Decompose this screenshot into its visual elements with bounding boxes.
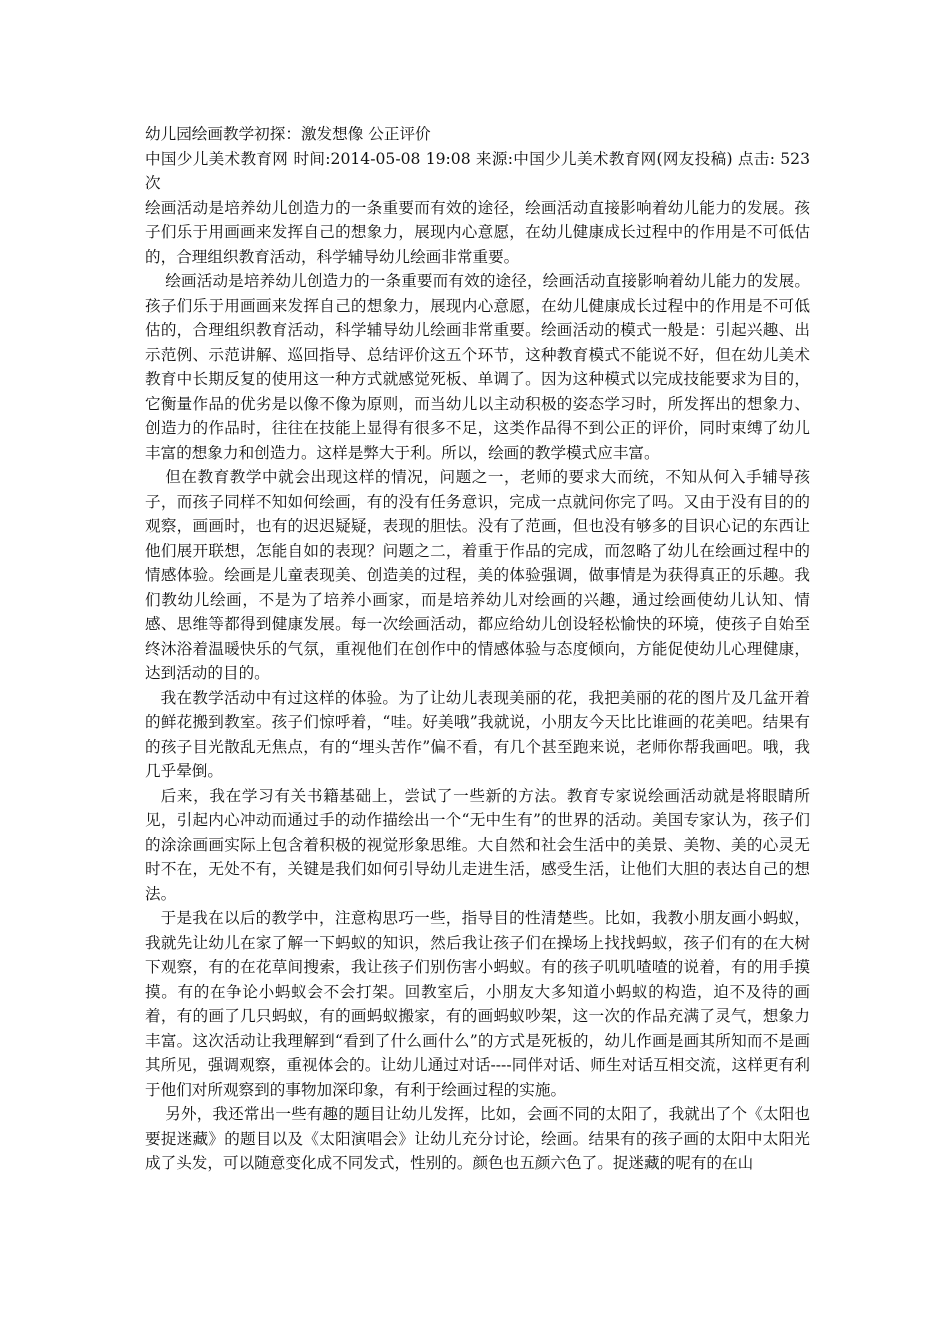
paragraph-teaching-mode: 绘画活动是培养幼儿创造力的一条重要而有效的途径，绘画活动直接影响着幼儿能力的发展。孩子们乐于用画画来发挥自己的想象力，展现内心意愿，在幼儿健康成长过程中的作用是不可低估的，合理组织教育活动，科学辅导幼儿绘画非常重要。绘画活动的模式一般是：引起兴趣、出示范例、示范讲解、巡回指导、总结评价这五个环节，这种教育模式不能说不好，但在幼儿美术教育中长期反复的使用这一种方式就感觉死板、单调了。因为这种模式以完成技能要求为目的，它衡量作品的优劣是以像不像为原则，而当幼儿以主动积极的姿态学习时，所发挥出的想象力、创造力的作品时，往往在技能上显得有很多不足，这类作品得不到公正的评价，同时束缚了幼儿丰富的想象力和创造力。这样是弊大于利。所以，绘画的教学模式应丰富。 — [145, 272, 810, 462]
paragraph-sun-topics: 另外，我还常出一些有趣的题目让幼儿发挥，比如，会画不同的太阳了，我就出了个《太阳也要捉迷藏》的题目以及《太阳演唱会》让幼儿充分讨论，绘画。结果有的孩子画的太阳中太阳光成了头发，可以随意变化成不同发式，性别的。颜色也五颜六色了。捉迷藏的呢有的在山 — [145, 1105, 810, 1172]
article-meta: 中国少儿美术教育网 时间:2014-05-08 19:08 来源:中国少儿美术教育网(网友投稿) 点击: 523 次 — [145, 149, 810, 192]
paragraph-flower-experience: 我在教学活动中有过这样的体验。为了让幼儿表现美丽的花，我把美丽的花的图片及几盆开着的鲜花搬到教室。孩子们惊呼着，“哇。好美哦”我就说，小朋友今天比比谁画的花美吧。结果有的孩子目光散乱无焦点，有的“埋头苦作”偏不看，有几个甚至跑来说，老师你帮我画吧。哦，我几乎晕倒。 — [145, 688, 810, 780]
paragraph-intro: 绘画活动是培养幼儿创造力的一条重要而有效的途径，绘画活动直接影响着幼儿能力的发展。孩子们乐于用画画来发挥自己的想象力，展现内心意愿，在幼儿健康成长过程中的作用是不可低估的，合理组织教育活动，科学辅导幼儿绘画非常重要。 — [145, 198, 810, 266]
paragraph-ant-lesson: 于是我在以后的教学中，注意构思巧一些，指导目的性清楚些。比如，我教小朋友画小蚂蚁，我就先让幼儿在家了解一下蚂蚁的知识，然后我让孩子们在操场上找找蚂蚁，孩子们有的在大树下观察，有的在花草间搜索，我让孩子们别伤害小蚂蚁。有的孩子叽叽喳喳的说着，有的用手摸摸。有的在争论小蚂蚁会不会打架。回教室后，小朋友大多知道小蚂蚁的构造，迫不及待的画着，有的画了几只蚂蚁，有的画蚂蚁搬家，有的画蚂蚁吵架，这一次的作品充满了灵气，想象力丰富。这次活动让我理解到“看到了什么画什么”的方式是死板的，幼儿作画是画其所知而不是画其所见，强调观察，重视体会的。让幼儿通过对话----同伴对话、师生对话互相交流，这样更有利于他们对所观察到的事物加深印象，有利于绘画过程的实施。 — [145, 909, 810, 1099]
paragraph-new-methods: 后来，我在学习有关书籍基础上，尝试了一些新的方法。教育专家说绘画活动就是将眼睛所见，引起内心冲动而通过手的动作描绘出一个“无中生有”的世界的活动。美国专家认为，孩子们的涂涂画画实际上包含着积极的视觉形象思维。大自然和社会生活中的美景、美物、美的心灵无时不在，无处不有，关键是我们如何引导幼儿走进生活，感受生活，让他们大胆的表达自己的想法。 — [145, 786, 810, 903]
article — [145, 122, 810, 1176]
paragraph-problems: 但在教育教学中就会出现这样的情况，问题之一，老师的要求大而统，不知从何入手辅导孩子，而孩子同样不知如何绘画，有的没有任务意识，完成一点就问你完了吗。又由于没有目的的观察，画画时，也有的迟迟疑疑，表现的胆怯。没有了范画，但也没有够多的目识心记的东西让他们展开联想，怎能自如的表现？问题之二，着重于作品的完成，而忽略了幼儿在绘画过程中的情感体验。绘画是儿童表现美、创造美的过程，美的体验强调，做事情是为获得真正的乐趣。我们教幼儿绘画，不是为了培养小画家，而是培养幼儿对绘画的兴趣，通过绘画使幼儿认知、情感、思维等都得到健康发展。每一次绘画活动，都应给幼儿创设轻松愉快的环境，使孩子自始至终沐浴着温暖快乐的气氛，重视他们在创作中的情感体验与态度倾向，方能促使幼儿心理健康，达到活动的目的。 — [145, 468, 810, 682]
article-title: 幼儿园绘画教学初探：激发想像 公正评价 — [145, 125, 431, 143]
